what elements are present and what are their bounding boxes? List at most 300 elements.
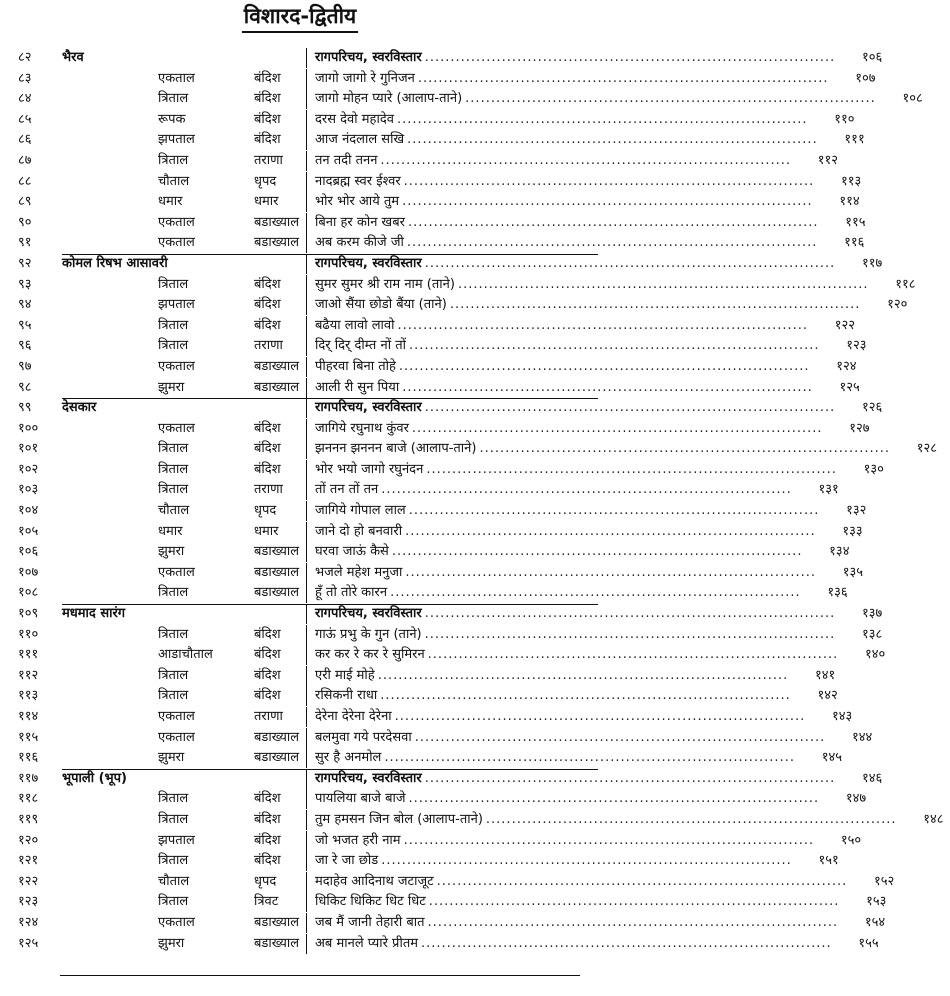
dot-leader: ................................................................................ bbox=[402, 379, 813, 395]
dot-leader: ................................................................................ bbox=[390, 585, 801, 601]
genre-name: तराणा bbox=[254, 709, 283, 724]
composition-cell bbox=[306, 48, 883, 68]
dot-leader: ................................................................................ bbox=[427, 914, 839, 930]
page-number: १४३ bbox=[831, 709, 853, 724]
genre-name: बंदिश bbox=[254, 832, 281, 848]
composition-cell bbox=[306, 254, 883, 274]
serial-number: १२५ bbox=[18, 935, 39, 951]
composition-cell bbox=[306, 851, 839, 871]
composition-cell bbox=[306, 378, 860, 398]
tala-name: त्रिताल bbox=[158, 791, 189, 807]
serial-number: ९७ bbox=[18, 358, 32, 374]
genre-name: बंदिश bbox=[254, 688, 281, 704]
dot-leader: ................................................................................ bbox=[407, 214, 819, 230]
composition-title: पीहरवा बिना तोहे bbox=[315, 358, 396, 374]
genre-name: धृपद bbox=[254, 503, 277, 519]
dot-leader: ................................................................................ bbox=[424, 50, 836, 65]
tala-name: एकताल bbox=[158, 729, 195, 745]
dot-leader: ................................................................................ bbox=[408, 338, 820, 354]
dot-leader: ................................................................................ bbox=[428, 894, 840, 910]
composition-cell bbox=[306, 831, 862, 851]
page-number: १५४ bbox=[864, 914, 886, 930]
composition-cell bbox=[306, 151, 839, 171]
dot-leader: ................................................................................ bbox=[414, 729, 826, 745]
table-row bbox=[0, 872, 895, 893]
table-row bbox=[0, 707, 853, 728]
dot-leader: ................................................................................ bbox=[406, 235, 818, 251]
serial-number: ८६ bbox=[18, 132, 32, 148]
dot-leader: ................................................................................ bbox=[402, 194, 813, 210]
genre-name: बंदिश bbox=[254, 111, 281, 127]
tala-name: एकताल bbox=[158, 914, 195, 930]
tala-name: त्रिताल bbox=[158, 894, 189, 910]
composition-title: दिर् दिर् दीम्त नों तों bbox=[315, 338, 406, 354]
serial-number: १०९ bbox=[18, 606, 39, 622]
page-number: १५० bbox=[840, 832, 862, 848]
genre-name: तराणा bbox=[254, 482, 283, 498]
table-row bbox=[0, 666, 836, 687]
table-row bbox=[0, 130, 865, 151]
dot-leader: ................................................................................ bbox=[424, 770, 836, 786]
serial-number: १०५ bbox=[18, 523, 39, 539]
dot-leader: ................................................................................ bbox=[485, 811, 897, 827]
tala-name: त्रिताल bbox=[158, 461, 189, 477]
composition-title: जागिये रघुनाथ कुंवर bbox=[315, 420, 409, 436]
serial-number: ९२ bbox=[18, 255, 32, 271]
tala-name: त्रिताल bbox=[158, 441, 189, 457]
serial-number: १११ bbox=[18, 647, 39, 663]
composition-title: एरी माई मोहे bbox=[315, 667, 375, 683]
composition-title: जागो मोहन प्यारे (आलाप-ताने) bbox=[315, 91, 463, 107]
serial-number: ८५ bbox=[18, 111, 32, 127]
page-number: १२८ bbox=[916, 441, 938, 457]
composition-title: हूँ तो तोरे कारन bbox=[315, 585, 388, 601]
genre-name: बडाख्याल bbox=[254, 585, 300, 601]
tala-name: झुमरा bbox=[158, 935, 185, 951]
page-number: १२५ bbox=[839, 379, 860, 395]
genre-name: तराणा bbox=[254, 152, 283, 168]
page-number: १५२ bbox=[873, 873, 895, 889]
table-row bbox=[0, 913, 886, 934]
genre-name: बंदिश bbox=[254, 420, 281, 436]
page-number: १२३ bbox=[846, 338, 867, 354]
tala-name: त्रिताल bbox=[158, 317, 189, 333]
tala-name: एकताल bbox=[158, 564, 195, 580]
page-number: १२० bbox=[887, 297, 908, 313]
serial-number: १२१ bbox=[18, 853, 39, 869]
composition-title: रागपरिचय, स्वरविस्तार bbox=[315, 606, 422, 622]
page-number: १४१ bbox=[815, 667, 836, 683]
page-number: ११२ bbox=[817, 152, 839, 168]
page-number: १२४ bbox=[836, 358, 857, 374]
dot-leader: ................................................................................ bbox=[465, 91, 876, 107]
page-number: १४७ bbox=[845, 791, 867, 807]
table-row bbox=[0, 172, 862, 193]
composition-cell bbox=[306, 604, 883, 624]
composition-cell bbox=[306, 892, 887, 912]
page-number: १३२ bbox=[846, 503, 867, 519]
tala-name: चौताल bbox=[158, 503, 190, 519]
page-number: १२६ bbox=[862, 400, 883, 416]
tala-name: त्रिताल bbox=[158, 152, 189, 168]
dot-leader: ................................................................................ bbox=[380, 688, 791, 704]
genre-name: बडाख्याल bbox=[254, 914, 300, 930]
serial-number: ११५ bbox=[18, 729, 39, 745]
bottom-rule bbox=[60, 975, 580, 976]
composition-title: बिना हर कोन खबर bbox=[315, 214, 405, 230]
composition-cell bbox=[306, 336, 867, 356]
page-number: ११४ bbox=[839, 194, 860, 210]
dot-leader: ................................................................................ bbox=[377, 667, 789, 683]
composition-title: रागपरिचय, स्वरविस्तार bbox=[315, 400, 422, 416]
page-number: १११ bbox=[844, 132, 865, 148]
serial-number: १०७ bbox=[18, 564, 39, 580]
page-number: ११० bbox=[834, 111, 855, 127]
serial-number: ९८ bbox=[18, 379, 32, 395]
genre-name: बंदिश bbox=[254, 626, 281, 642]
dot-leader: ................................................................................ bbox=[426, 461, 837, 477]
page-number: १४६ bbox=[862, 770, 883, 786]
table-row bbox=[0, 275, 916, 296]
dot-leader: ................................................................................ bbox=[405, 523, 816, 539]
tala-name: एकताल bbox=[158, 214, 195, 230]
serial-number: १२४ bbox=[18, 914, 39, 930]
dot-leader: ................................................................................ bbox=[424, 626, 836, 642]
dot-leader: ................................................................................ bbox=[381, 482, 792, 498]
composition-cell bbox=[306, 419, 870, 439]
tala-name: एकताल bbox=[158, 358, 195, 374]
tala-name: एकताल bbox=[158, 709, 195, 724]
composition-title: आज नंदलाल सखि bbox=[315, 132, 405, 148]
dot-leader: ................................................................................ bbox=[403, 832, 815, 848]
page-number: १५५ bbox=[858, 935, 879, 951]
table-row bbox=[0, 213, 866, 234]
composition-cell bbox=[306, 316, 856, 336]
tala-name: त्रिताल bbox=[158, 688, 189, 704]
composition-title: मदाहेव आदिनाथ जटाजूट bbox=[315, 873, 434, 889]
composition-title: जब मैं जानी तेहारी बात bbox=[315, 914, 425, 930]
composition-cell bbox=[306, 583, 848, 603]
page-number: १३१ bbox=[818, 482, 839, 498]
composition-title: जागो जागो रे गुनिजन bbox=[315, 70, 415, 86]
raga-header-row bbox=[0, 604, 883, 625]
table-row bbox=[0, 480, 839, 501]
genre-name: बडाख्याल bbox=[254, 379, 300, 395]
dot-leader: ................................................................................ bbox=[436, 873, 848, 889]
composition-title: जा रे जा छोड bbox=[315, 853, 379, 869]
composition-title: रागपरिचय, स्वरविस्तार bbox=[315, 770, 422, 786]
composition-cell bbox=[306, 275, 916, 295]
tala-name: धमार bbox=[158, 523, 183, 539]
composition-title: बलमुवा गये परदेसवा bbox=[315, 729, 412, 745]
serial-number: ८७ bbox=[18, 152, 32, 168]
composition-cell bbox=[306, 357, 857, 377]
serial-number: ११४ bbox=[18, 709, 39, 724]
composition-title: जागिये गोपाल लाल bbox=[315, 503, 406, 519]
composition-cell bbox=[306, 748, 842, 768]
dot-leader: ................................................................................ bbox=[391, 544, 803, 560]
dot-leader: ................................................................................ bbox=[408, 503, 820, 519]
composition-cell bbox=[306, 625, 883, 645]
composition-title: भोर भयो जागो रघुनंदन bbox=[315, 461, 424, 477]
serial-number: १०३ bbox=[18, 482, 39, 498]
composition-title: सुमर सुमर श्री राम नाम (ताने) bbox=[315, 276, 455, 292]
composition-cell bbox=[306, 439, 938, 459]
tala-name: झुमरा bbox=[158, 750, 185, 766]
composition-cell bbox=[306, 934, 879, 954]
tala-name: त्रिताल bbox=[158, 276, 189, 292]
composition-cell bbox=[306, 460, 884, 480]
table-row bbox=[0, 583, 848, 604]
tala-name: झपताल bbox=[158, 297, 195, 313]
tala-name: एकताल bbox=[158, 420, 195, 436]
composition-cell bbox=[306, 501, 867, 521]
raga-name: भैरव bbox=[62, 50, 84, 65]
genre-name: बंदिश bbox=[254, 297, 281, 313]
table-row bbox=[0, 851, 839, 872]
page-number: ११३ bbox=[840, 173, 862, 189]
composition-title: गाऊं प्रभु के गुन (ताने) bbox=[315, 626, 422, 642]
composition-cell bbox=[306, 769, 883, 789]
serial-number: १२० bbox=[18, 832, 39, 848]
page-number: १०६ bbox=[862, 50, 883, 65]
table-row bbox=[0, 89, 923, 110]
table-row bbox=[0, 748, 842, 769]
page-number: १३६ bbox=[827, 585, 848, 601]
serial-number: १०० bbox=[18, 420, 39, 436]
serial-number: १२३ bbox=[18, 894, 39, 910]
composition-title: नादब्रह्म स्वर ईश्वर bbox=[315, 173, 401, 189]
genre-name: बंदिश bbox=[254, 91, 281, 107]
tala-name: त्रिताल bbox=[158, 482, 189, 498]
composition-cell bbox=[306, 645, 886, 665]
table-row bbox=[0, 563, 863, 584]
genre-name: बंदिश bbox=[254, 441, 281, 457]
composition-title: भोर भोर आये तुम bbox=[315, 194, 400, 210]
page-number: १२२ bbox=[834, 317, 856, 333]
table-row bbox=[0, 501, 867, 522]
genre-name: तराणा bbox=[254, 338, 283, 354]
page-title-block bbox=[0, 2, 600, 36]
composition-cell bbox=[306, 295, 908, 315]
serial-number: ८२ bbox=[18, 50, 32, 65]
table-row bbox=[0, 625, 883, 646]
dot-leader: ................................................................................ bbox=[394, 709, 806, 724]
tala-name: त्रिताल bbox=[158, 338, 189, 354]
serial-number: ११३ bbox=[18, 688, 39, 704]
genre-name: बडाख्याल bbox=[254, 358, 300, 374]
serial-number: ९९ bbox=[18, 400, 32, 416]
serial-number: ९६ bbox=[18, 338, 32, 354]
page-number: ११५ bbox=[845, 214, 866, 230]
tala-name: चौताल bbox=[158, 173, 190, 189]
genre-name: त्रिवट bbox=[254, 894, 279, 910]
tala-name: त्रिताल bbox=[158, 585, 189, 601]
serial-number: १०८ bbox=[18, 585, 39, 601]
serial-number: ९१ bbox=[18, 235, 32, 251]
dot-leader: ................................................................................ bbox=[427, 647, 839, 663]
composition-title: अब करम कीजे जी bbox=[315, 235, 404, 251]
page-number: १०७ bbox=[855, 70, 876, 86]
tala-name: झुमरा bbox=[158, 379, 185, 395]
genre-name: धृपद bbox=[254, 173, 277, 189]
composition-title: तुम हमसन जिन बोल (आलाप-ताने) bbox=[315, 811, 483, 827]
table-row bbox=[0, 645, 886, 666]
page-number: १२७ bbox=[849, 420, 870, 436]
dot-leader: ................................................................................ bbox=[407, 132, 818, 148]
tala-name: झपताल bbox=[158, 832, 195, 848]
table-row bbox=[0, 378, 860, 399]
composition-cell bbox=[306, 789, 867, 809]
composition-title: सुर है अनमोल bbox=[315, 750, 382, 766]
composition-title: अब मानले प्यारे प्रीतम bbox=[315, 935, 419, 951]
raga-header-row bbox=[0, 398, 883, 419]
composition-cell bbox=[306, 480, 839, 500]
dot-leader: ................................................................................ bbox=[398, 358, 810, 374]
raga-name: कोमल रिषभ आसावरी bbox=[62, 255, 168, 271]
serial-number: ११० bbox=[18, 626, 39, 642]
page-number: १५१ bbox=[818, 853, 839, 869]
table-row bbox=[0, 192, 860, 213]
tala-name: चौताल bbox=[158, 873, 190, 889]
table-row bbox=[0, 357, 857, 378]
composition-cell bbox=[306, 563, 863, 583]
raga-name: मधमाद सारंग bbox=[62, 606, 126, 622]
genre-name: बंदिश bbox=[254, 667, 281, 683]
raga-header-row bbox=[0, 48, 883, 69]
composition-title: जाओ सैंया छोडो बैंया (ताने) bbox=[315, 297, 447, 313]
composition-title: जाने दो हो बनवारी bbox=[315, 523, 403, 539]
composition-cell bbox=[306, 707, 853, 727]
composition-title: तन तदी तनन bbox=[315, 152, 378, 168]
composition-cell bbox=[306, 872, 895, 892]
composition-cell bbox=[306, 192, 860, 212]
serial-number: ८९ bbox=[18, 194, 32, 210]
dot-leader: ................................................................................ bbox=[421, 935, 832, 951]
dot-leader: ................................................................................ bbox=[408, 791, 820, 807]
serial-number: ९३ bbox=[18, 276, 32, 292]
dot-leader: ................................................................................ bbox=[424, 400, 836, 416]
genre-name: बडाख्याल bbox=[254, 214, 300, 230]
table-row bbox=[0, 151, 839, 172]
genre-name: बडाख्याल bbox=[254, 750, 300, 766]
table-row bbox=[0, 460, 884, 481]
tala-name: एकताल bbox=[158, 235, 195, 251]
serial-number: ८३ bbox=[18, 70, 32, 86]
genre-name: धमार bbox=[254, 523, 279, 539]
dot-leader: ................................................................................ bbox=[424, 606, 836, 622]
table-row bbox=[0, 336, 867, 357]
page-number: १४० bbox=[864, 647, 886, 663]
table-row bbox=[0, 810, 944, 831]
contents-table bbox=[0, 48, 944, 954]
tala-name: त्रिताल bbox=[158, 853, 189, 869]
dot-leader: ................................................................................ bbox=[417, 70, 829, 86]
genre-name: बंदिश bbox=[254, 811, 281, 827]
serial-number: १०२ bbox=[18, 461, 39, 477]
page-number: १३४ bbox=[829, 544, 850, 560]
dot-leader: ................................................................................ bbox=[405, 564, 816, 580]
genre-name: बडाख्याल bbox=[254, 235, 300, 251]
composition-cell bbox=[306, 666, 836, 686]
serial-number: ११६ bbox=[18, 750, 39, 766]
dot-leader: ................................................................................ bbox=[411, 420, 823, 436]
table-row bbox=[0, 892, 887, 913]
composition-title: पायलिया बाजे बाजे bbox=[315, 791, 406, 807]
page-number: ११६ bbox=[844, 235, 865, 251]
genre-name: बडाख्याल bbox=[254, 544, 300, 560]
composition-cell bbox=[306, 913, 886, 933]
page-number: १५३ bbox=[866, 894, 887, 910]
composition-title: जो भजत हरी नाम bbox=[315, 832, 401, 848]
page-number: ११७ bbox=[862, 255, 883, 271]
genre-name: धृपद bbox=[254, 873, 277, 889]
composition-cell bbox=[306, 172, 862, 192]
page-number: १३० bbox=[863, 461, 884, 477]
serial-number: ११९ bbox=[18, 811, 39, 827]
page-title: विशारद-द्वितीय bbox=[242, 2, 358, 33]
raga-header-row bbox=[0, 769, 883, 790]
tala-name: त्रिताल bbox=[158, 626, 189, 642]
page-number: १३३ bbox=[842, 523, 863, 539]
dot-leader: ................................................................................ bbox=[479, 441, 891, 457]
table-row bbox=[0, 831, 862, 852]
composition-title: घरवा जाऊं कैसे bbox=[315, 544, 389, 560]
table-row bbox=[0, 522, 863, 543]
dot-leader: ................................................................................ bbox=[384, 750, 795, 766]
tala-name: रूपक bbox=[158, 111, 186, 127]
page-number: १३८ bbox=[861, 626, 883, 642]
genre-name: बंदिश bbox=[254, 461, 281, 477]
genre-name: बडाख्याल bbox=[254, 729, 300, 745]
genre-name: बंदिश bbox=[254, 647, 281, 663]
dot-leader: ................................................................................ bbox=[397, 317, 809, 333]
page-number: १४८ bbox=[923, 811, 944, 827]
page-number: १०८ bbox=[902, 91, 923, 107]
composition-title: भजले महेश मनुजा bbox=[315, 564, 403, 580]
composition-cell bbox=[306, 89, 923, 109]
genre-name: बंदिश bbox=[254, 853, 281, 869]
serial-number: ८८ bbox=[18, 173, 32, 189]
genre-name: बंदिश bbox=[254, 317, 281, 333]
serial-number: ११२ bbox=[18, 667, 39, 683]
composition-title: दरस देवो महादेव bbox=[315, 111, 394, 127]
table-row bbox=[0, 686, 838, 707]
raga-name: देसकार bbox=[62, 400, 97, 416]
composition-cell bbox=[306, 686, 838, 706]
table-row bbox=[0, 542, 850, 563]
serial-number: ८४ bbox=[18, 91, 32, 107]
composition-cell bbox=[306, 398, 883, 418]
composition-cell bbox=[306, 130, 865, 150]
page-number: १४२ bbox=[817, 688, 838, 704]
composition-title: रसिकनी राधा bbox=[315, 688, 378, 704]
composition-title: झननन झननन बाजे (आलाप-ताने) bbox=[315, 441, 477, 457]
serial-number: १२२ bbox=[18, 873, 39, 889]
composition-title: देरेना देरेना देरेना bbox=[315, 709, 392, 724]
tala-name: एकताल bbox=[158, 70, 195, 86]
composition-title: बढैया लावो लावो bbox=[315, 317, 395, 333]
composition-cell bbox=[306, 110, 855, 130]
page-number: १३५ bbox=[842, 564, 863, 580]
dot-leader: ................................................................................ bbox=[403, 173, 815, 189]
genre-name: बंदिश bbox=[254, 132, 281, 148]
table-row bbox=[0, 295, 908, 316]
dot-leader: ................................................................................ bbox=[381, 853, 792, 869]
table-row bbox=[0, 233, 865, 254]
table-row bbox=[0, 934, 879, 955]
serial-number: ११८ bbox=[18, 791, 39, 807]
